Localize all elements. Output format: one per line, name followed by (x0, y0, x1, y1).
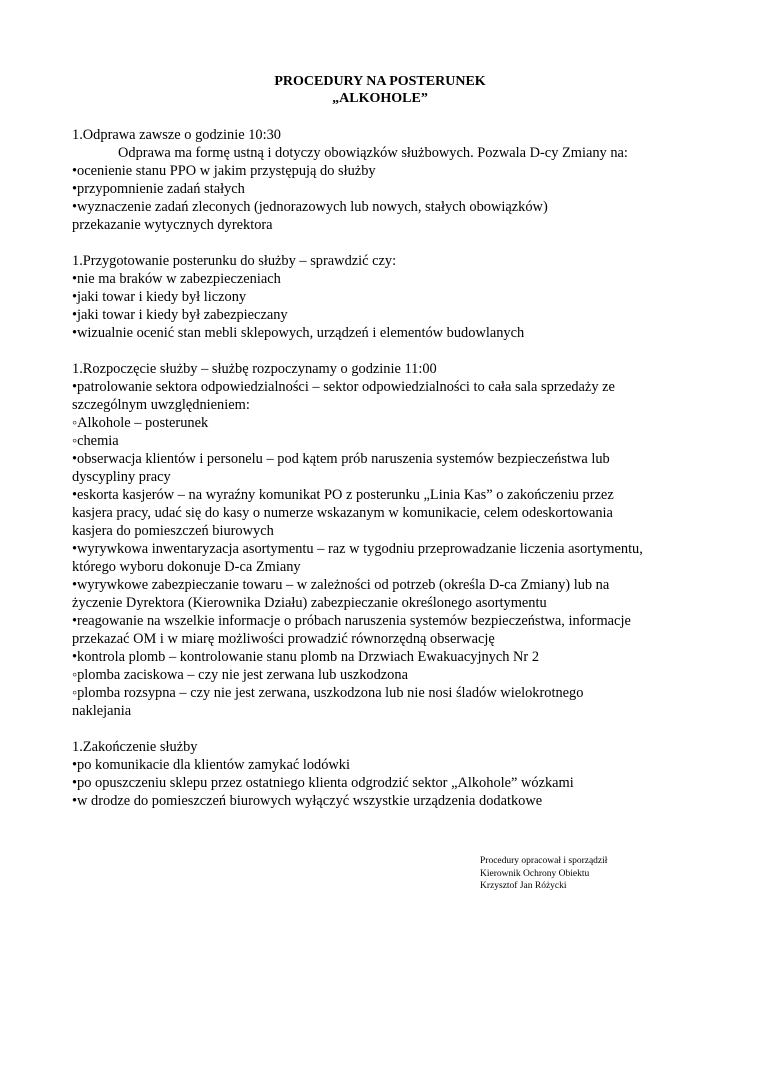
list-item: kasjera do pomieszczeń biurowych (72, 523, 274, 539)
list-item: którego wyboru dokonuje D-ca Zmiany (72, 559, 301, 575)
document-title (0, 73, 760, 107)
section-end-duty (72, 738, 702, 810)
list-item: •po komunikacie dla klientów zamykać lodówki (72, 757, 350, 773)
list-item: ◦chemia (72, 433, 119, 449)
section-heading: 1.Zakończenie służby (72, 739, 198, 755)
paragraph-gap (72, 720, 702, 738)
list-item: •kontrola plomb – kontrolowanie stanu plomb na Drzwiach Ewakuacyjnych Nr 2 (72, 649, 540, 665)
list-item: •wyznaczenie zadań zleconych (jednorazowych lub nowych, stałych obowiązków) (72, 199, 548, 215)
list-item: •nie ma braków w zabezpieczeniach (72, 271, 281, 287)
list-item: •wizualnie ocenić stan mebli sklepowych, urządzeń i elementów budowlanych (72, 325, 525, 341)
section-start-duty (72, 360, 702, 720)
section-heading: 1.Przygotowanie posterunku do służby – sprawdzić czy: (72, 253, 397, 269)
title-line-1: PROCEDURY NA POSTERUNEK (274, 74, 486, 89)
signature-block (480, 855, 607, 893)
list-item: ◦plomba zaciskowa – czy nie jest zerwana lub uszkodzona (72, 667, 408, 683)
list-item: życzenie Dyrektora (Kierownika Działu) zabezpieczanie określonego asortymentu (72, 595, 547, 611)
list-item: •wyrywkowe zabezpieczanie towaru – w zależności od potrzeb (określa D-ca Zmiany) lub na (72, 577, 610, 593)
list-item: •w drodze do pomieszczeń biurowych wyłączyć wszystkie urządzenia dodatkowe (72, 793, 543, 809)
list-item: •jaki towar i kiedy był liczony (72, 289, 247, 305)
signature-line: Kierownik Ochrony Obiektu (480, 868, 590, 879)
section-heading: 1.Odprawa zawsze o godzinie 10:30 (72, 127, 281, 143)
list-item: ◦Alkohole – posterunek (72, 415, 209, 431)
title-line-2: „ALKOHOLE” (332, 91, 428, 106)
list-item: ◦plomba rozsypna – czy nie jest zerwana, uszkodzona lub nie nosi śladów wielokrotnego (72, 685, 584, 701)
list-item: •patrolowanie sektora odpowiedzialności – sektor odpowiedzialności to cała sala sprzedaży ze (72, 379, 615, 395)
list-item: •ocenienie stanu PPO w jakim przystępują do służby (72, 163, 376, 179)
list-item: •jaki towar i kiedy był zabezpieczany (72, 307, 288, 323)
list-item: •po opuszczeniu sklepu przez ostatniego klienta odgrodzić sektor „Alkohole” wózkami (72, 775, 574, 791)
list-item: •obserwacja klientów i personelu – pod kątem prób naruszenia systemów bezpieczeństwa lub (72, 451, 610, 467)
list-item: •przypomnienie zadań stałych (72, 181, 245, 197)
list-item: •reagowanie na wszelkie informacje o próbach naruszenia systemów bezpieczeństwa, informacje (72, 613, 631, 629)
list-item: •wyrywkowa inwentaryzacja asortymentu – raz w tygodniu przeprowadzanie liczenia asortymentu, (72, 541, 643, 557)
signature-line: Krzysztof Jan Różycki (480, 881, 567, 891)
list-item: szczególnym uwzględnieniem: (72, 397, 250, 413)
list-item: przekazanie wytycznych dyrektora (72, 217, 273, 233)
list-item: •eskorta kasjerów – na wyraźny komunikat PO z posterunku „Linia Kas” o zakończeniu przez (72, 487, 614, 503)
paragraph-gap (72, 234, 702, 252)
section-heading: 1.Rozpoczęcie służby – służbę rozpoczynamy o godzinie 11:00 (72, 361, 437, 377)
list-item: przekazać OM i w miarę możliwości prowadzić równorzędną obserwację (72, 631, 495, 647)
section-preparation (72, 252, 702, 342)
section-briefing (72, 126, 702, 234)
document-body (72, 126, 702, 810)
section-intro: Odprawa ma formę ustną i dotyczy obowiązków służbowych. Pozwala D-cy Zmiany na: (118, 145, 628, 161)
paragraph-gap (72, 342, 702, 360)
list-item: kasjera pracy, udać się do kasy o numerze wskazanym w komunikacie, celem odeskortowania (72, 505, 613, 521)
signature-line: Procedury opracował i sporządził (480, 856, 608, 866)
list-item: naklejania (72, 703, 132, 719)
list-item: dyscypliny pracy (72, 469, 171, 485)
